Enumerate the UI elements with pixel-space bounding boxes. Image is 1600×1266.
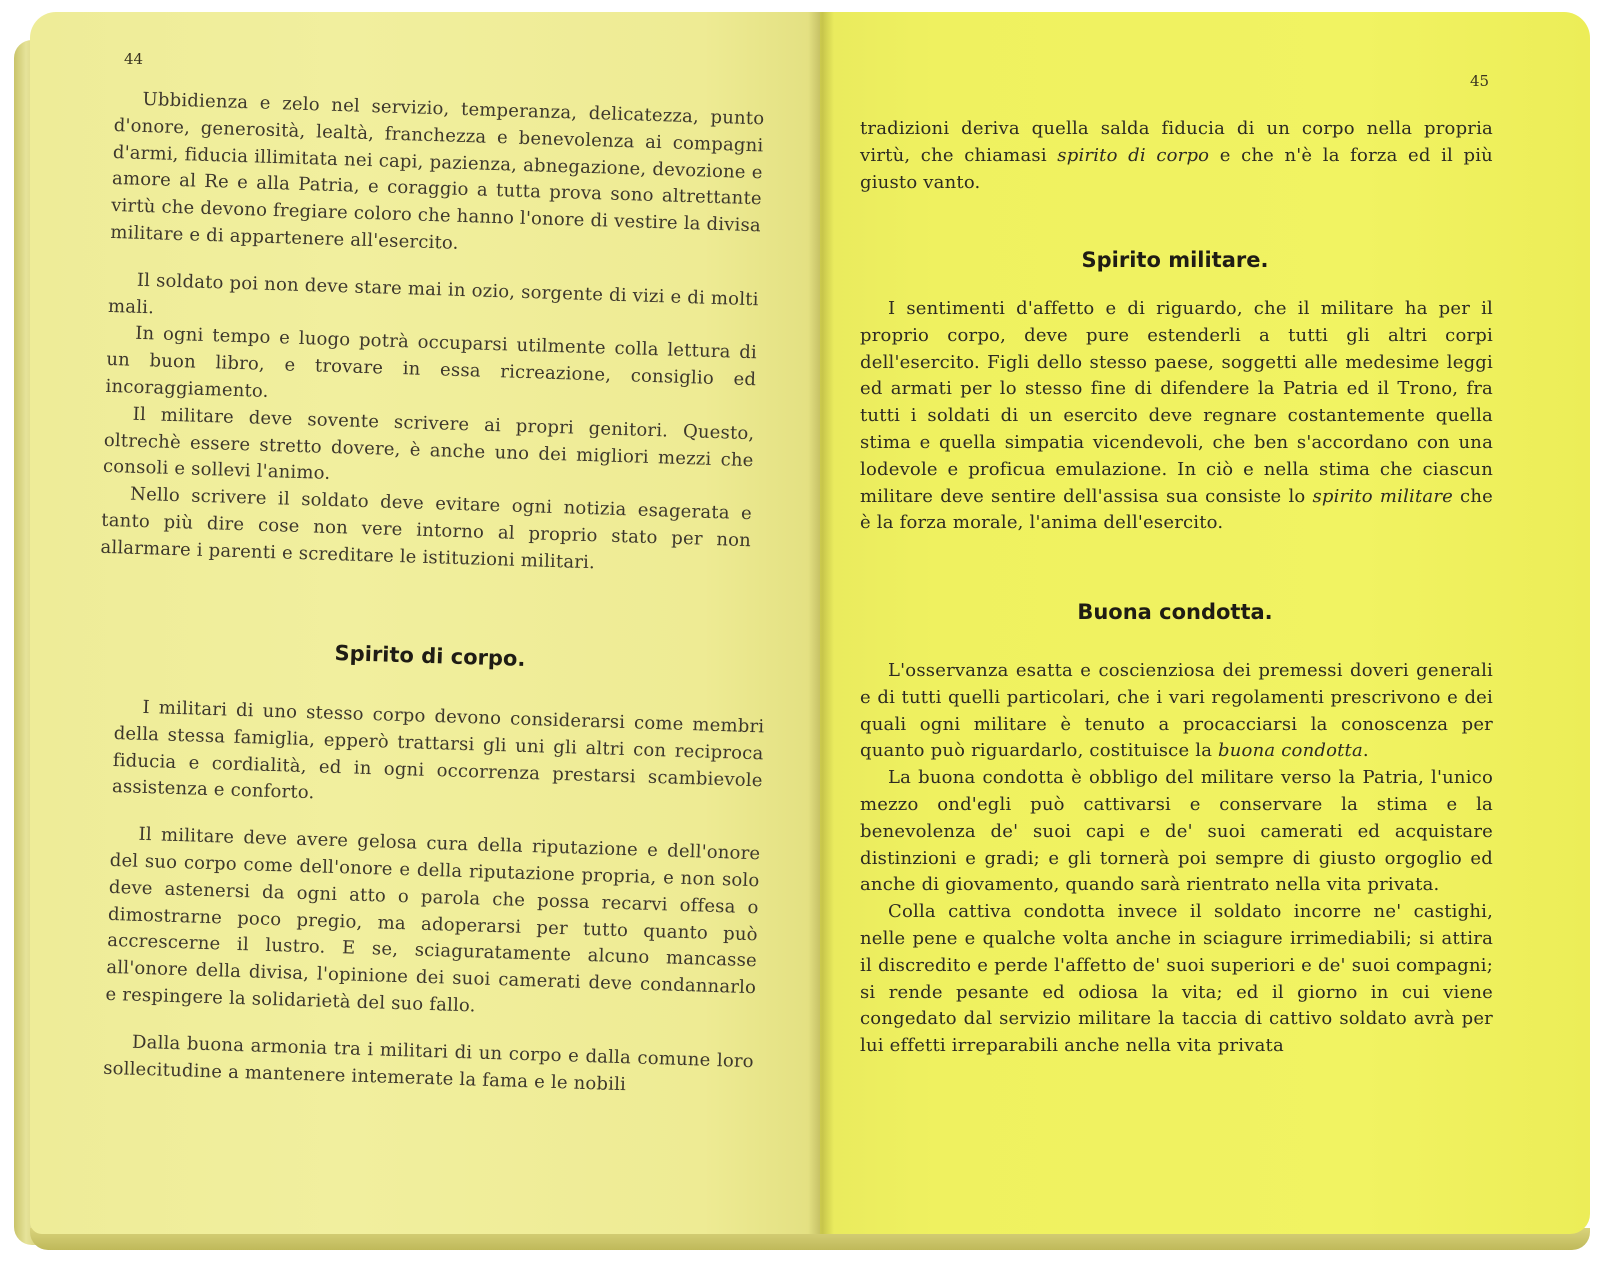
right-text-middle (860, 296, 1493, 537)
right-paragraph: Colla cattiva condotta invece il soldato incorre ne' castighi, nelle pene e qualche volta anche in sciagure irrimediabili; si attira il discredito e perde l'affetto de' suoi superiori e de' suoi compagni; si rende pesante ed odiosa la vita; ed il giorno in cui viene congedato dal servizio militare la taccia di cattivo soldato avrà per lui effetti irreparabili anche nella vita privata (860, 901, 1493, 1057)
right-heading-buona-condotta: Buona condotta. (1077, 600, 1273, 624)
left-paragraph: I militari di uno stesso corpo devono considerarsi come membri della stessa famiglia, epperò trattarsi gli uni gli altri con reciproca fiducia e cordialità, ed in ogni occorrenza prestarsi scambievole assistenza e conforto. (111, 696, 765, 804)
right-intro (860, 116, 1493, 196)
right-paragraph (860, 658, 1493, 765)
right-paragraph (860, 296, 1493, 537)
text-run: e che n'è la forza ed il più giusto vanto. (860, 144, 1493, 193)
right-paragraph: La buona condotta è obbligo del militare verso la Patria, l'unico mezzo ond'egli può cattivarsi e conservare la stima e la benevolenza de' suoi capi e de' suoi camerati ed acquistare distinzioni e gradi; e gli tornerà poi sempre di giusto orgoglio ed anche di giovamento, quando sarà rientrato nella vita privata. (860, 767, 1493, 896)
left-paragraph: Ubbidienza e zelo nel servizio, temperanza, delicatezza, punto d'onore, generosità, lealtà, franchezza e benevolenza ai compagni d'armi, fiducia illimitata nei capi, pazienza, abnegazione, devozione e amore al Re e alla Patria, e coraggio a tutta prova sono altrettante virtù che devono fregiare coloro che hanno l'onore di vestire la divisa militare e di appartenere all'esercito. (110, 88, 765, 254)
left-text-bottom (103, 694, 765, 1103)
left-text-top (100, 86, 765, 582)
italic-term: spirito militare (1312, 485, 1454, 507)
left-paragraph: In ogni tempo e luogo potrà occuparsi utilmente colla lettura di un buon libro, e trovare in essa ricreazione, consiglio ed incoraggiamento. (105, 323, 758, 402)
text-run: tradizioni deriva quella salda fiducia di un corpo nella propria virtù, che chiamasi (860, 118, 1493, 166)
italic-term: spirito di corpo (1057, 144, 1210, 166)
left-paragraph: Dalla buona armonia tra i militari di un corpo e dalla comune loro sollecitudine a mantenere intemerate la fama e le nobili (102, 1031, 755, 1095)
text-run: L'osservanza esatta e coscienziosa dei premessi doveri generali e di tutti quelli particolari, che i vari regolamenti prescrivono e dei quali ogni militare è tenuto a procacciarsi la conoscenza per quanto può riguardarlo, costituisce la (860, 660, 1493, 762)
right-heading-spirito-militare: Spirito militare. (1081, 248, 1269, 272)
left-paragraph: Il soldato poi non deve stare mai in ozio, sorgente di vizi e di molti mali. (107, 269, 759, 318)
left-paragraph: Il militare deve avere gelosa cura della riputazione e dell'onore del suo corpo come dell'onore e della riputazione propria, e non solo deve astenersi da ogni atto o parola che possa recarvi offesa o dimostrarne poco pregio, ma adoperarsi per tutto quanto può accrescerne il lustro. E se, sciaguratamente alcuno mancasse all'onore della divisa, l'opinione dei suoi camerati deve condannarlo e respingere la solidarietà del suo fallo. (105, 824, 761, 1017)
left-paragraph: Il militare deve sovente scrivere ai propri genitori. Questo, oltrechè essere stretto dovere, è anche uno dei migliori mezzi che consoli e sollevi l'animo. (102, 403, 755, 485)
italic-term: buona condotta (1218, 740, 1363, 762)
right-intro-paragraph (860, 116, 1493, 196)
left-page-number: 44 (124, 50, 144, 68)
left-paragraph: Nello scrivere il soldato deve evitare ogni notizia esagerata e tanto più dire cose non vere intorno al proprio stato per non allarmare i parenti e screditare le istituzioni militari. (100, 483, 753, 574)
text-run: I sentimenti d'affetto e di riguardo, che il militare ha per il proprio corpo, deve pure estenderli a tutti gli altri corpi dell'esercito. Figli dello stesso paese, soggetti alle medesime leggi ed armati per lo stesso fine di difendere la Patria ed il Trono, fra tutti i soldati di un esercito deve regnare costantemente quella stima e quella simpatia vicendevoli, che ben s'accordano con una lodevole e proficua emulazione. In ciò e nella stima che ciascun militare deve sentire dell'assisa sua consiste lo (860, 298, 1493, 507)
text-run: . (1362, 740, 1369, 762)
text-run: che è la forza morale, l'anima dell'esercito. (860, 485, 1493, 534)
book-gutter (808, 12, 834, 1234)
left-section-heading: Spirito di corpo. (334, 641, 526, 671)
right-page-number: 45 (1470, 72, 1490, 90)
right-text-bottom (860, 658, 1493, 1060)
